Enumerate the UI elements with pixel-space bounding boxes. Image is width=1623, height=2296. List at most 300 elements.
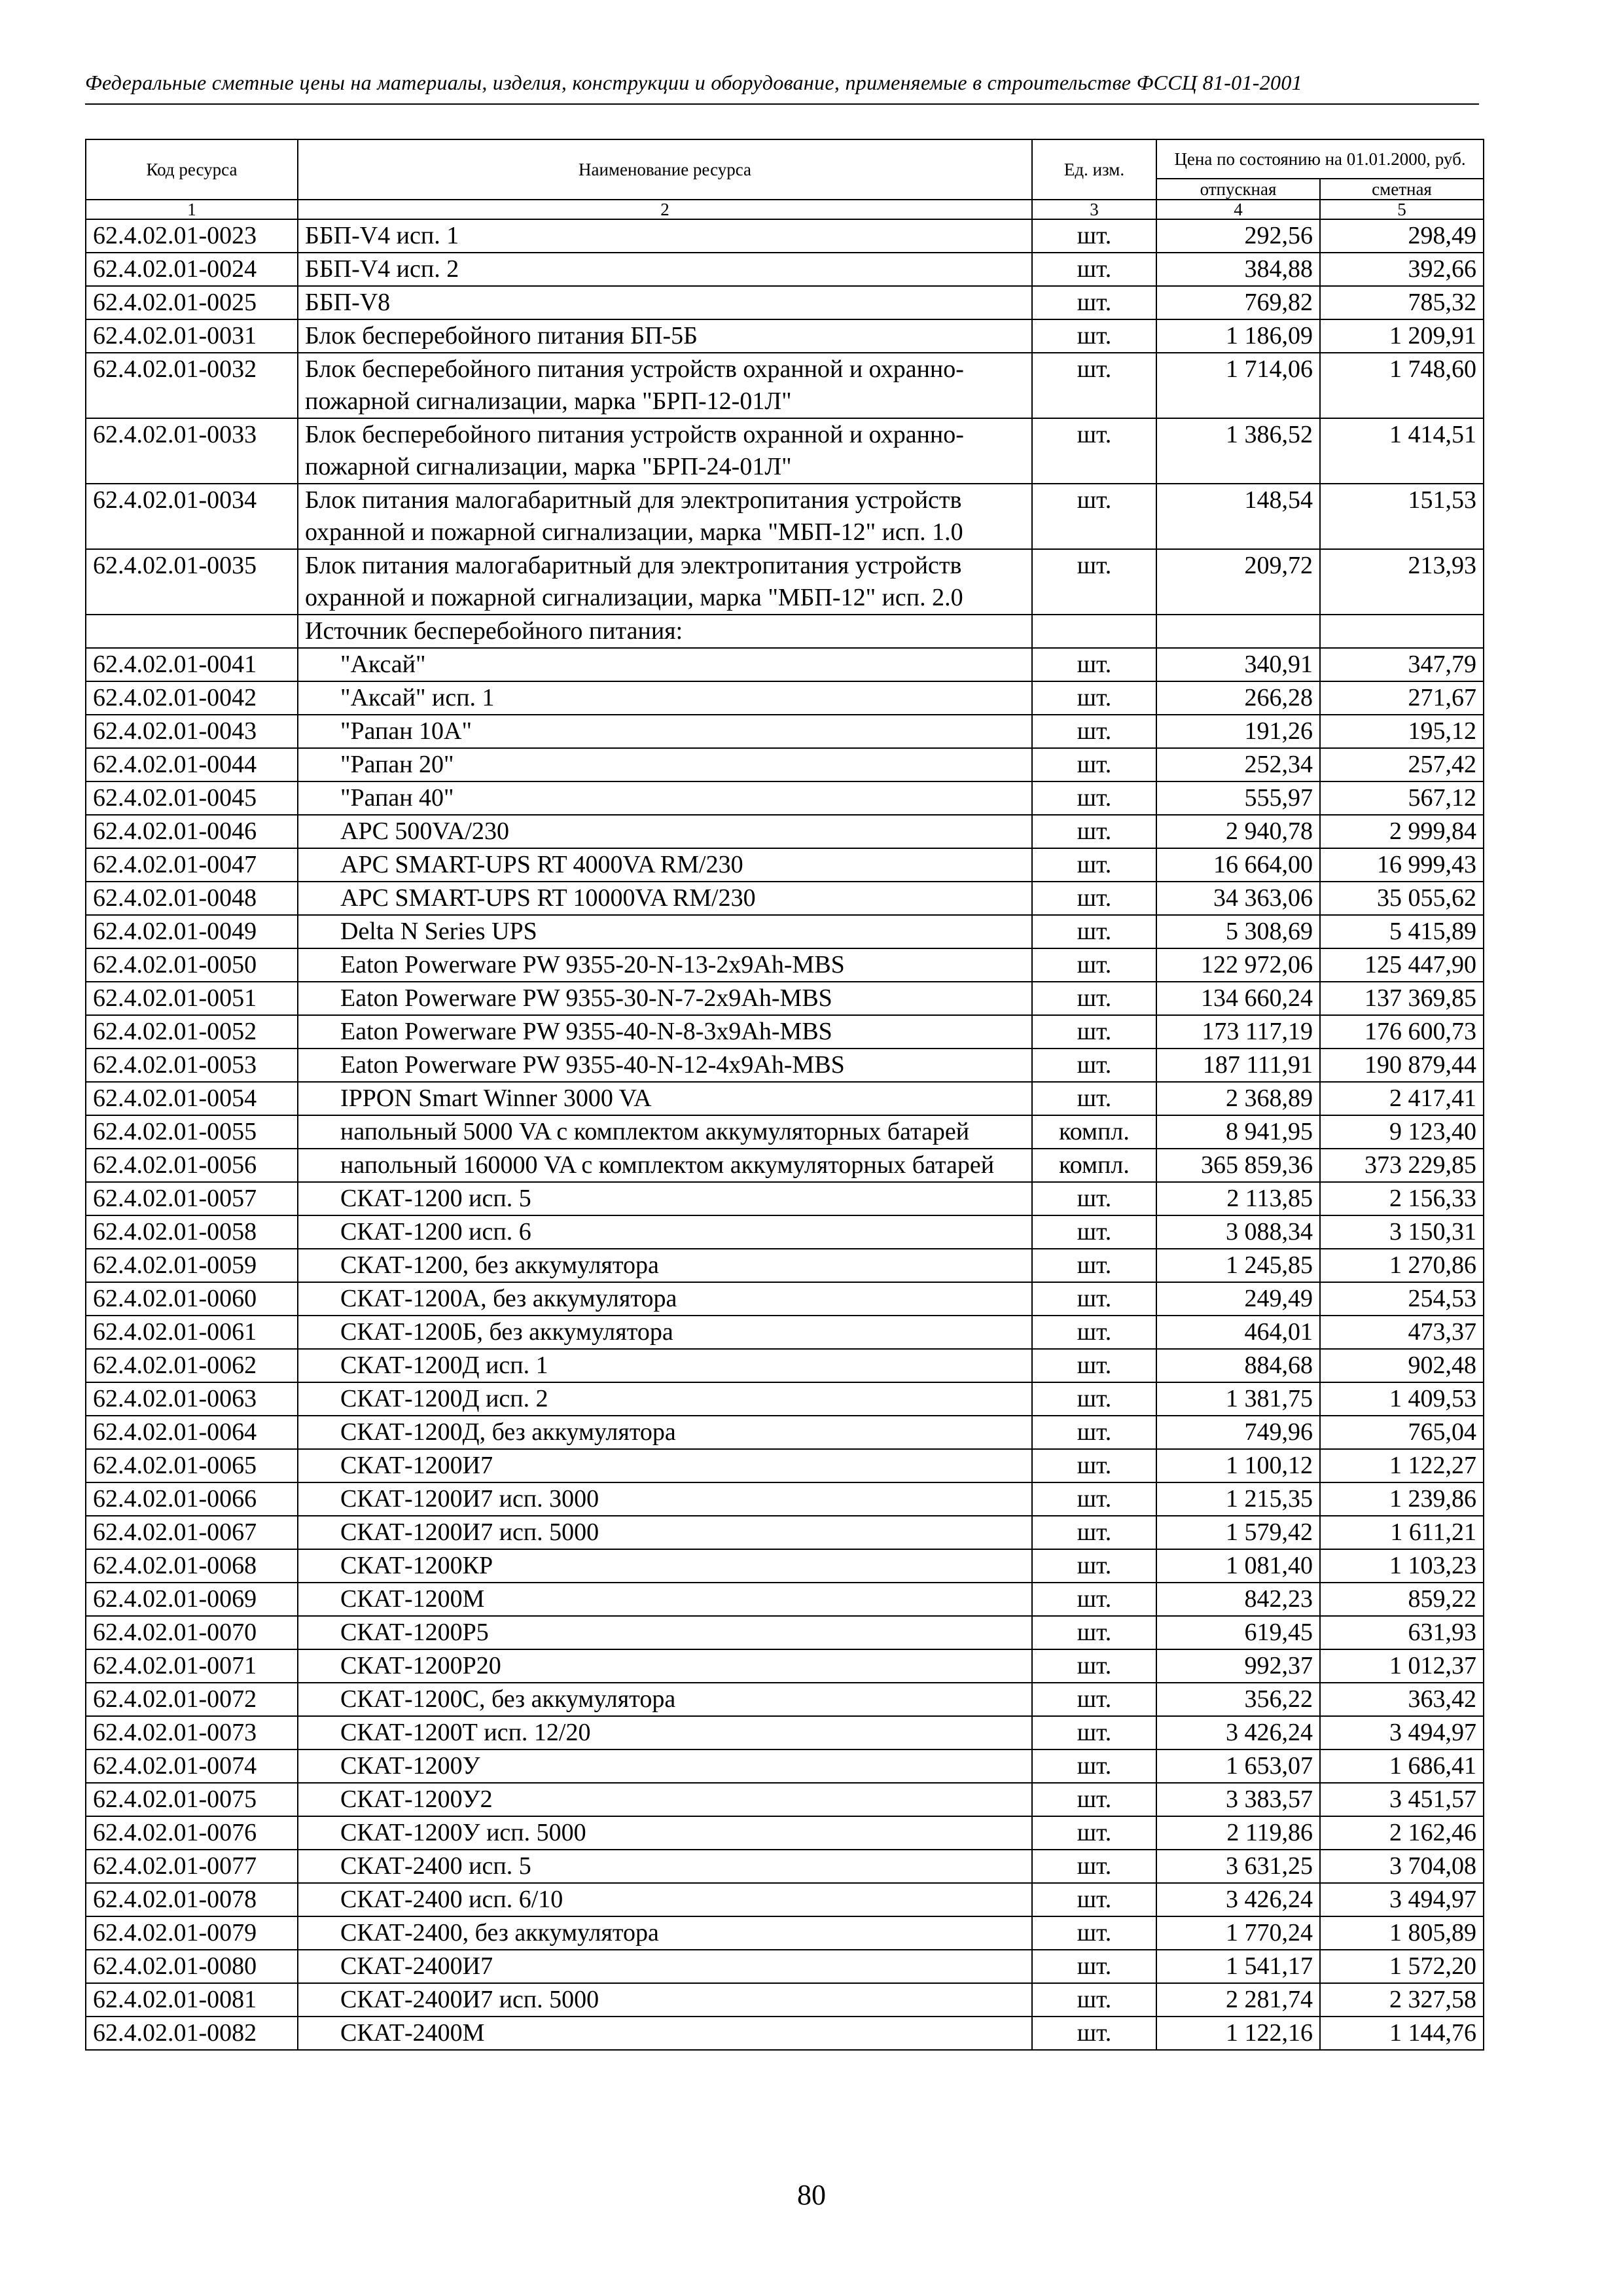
cell-unit: шт. xyxy=(1032,1349,1156,1382)
cell-unit: шт. xyxy=(1032,1449,1156,1482)
cell-code: 62.4.02.01-0049 xyxy=(86,915,298,948)
table-row xyxy=(86,549,1484,615)
cell-unit: шт. xyxy=(1032,1015,1156,1049)
cell-name xyxy=(298,1950,1032,1983)
cell-release-price: 1 579,42 xyxy=(1156,1516,1320,1549)
table-row xyxy=(86,253,1484,286)
table-row xyxy=(86,1616,1484,1649)
resource-name: Блок бесперебойного питания устройств охранной и охранно- пожарной сигнализации, марка "БРП-24-01Л" xyxy=(305,421,964,480)
table-row xyxy=(86,484,1484,549)
table-row xyxy=(86,1716,1484,1749)
cell-release-price: 769,82 xyxy=(1156,286,1320,319)
cell-unit: шт. xyxy=(1032,1583,1156,1616)
cell-release-price: 1 770,24 xyxy=(1156,1916,1320,1950)
cell-unit: шт. xyxy=(1032,948,1156,982)
resource-name: Блок питания малогабаритный для электропитания устройств охранной и пожарной сигнализации, марка "МБП-12" исп. 2.0 xyxy=(305,552,963,611)
cell-release-price: 191,26 xyxy=(1156,715,1320,748)
resource-name: Eaton Powerware PW 9355-40-N-8-3x9Ah-MBS xyxy=(340,1018,832,1045)
resource-name: Eaton Powerware PW 9355-40-N-12-4x9Ah-MBS xyxy=(340,1051,845,1079)
cell-unit: шт. xyxy=(1032,681,1156,715)
cell-name xyxy=(298,982,1032,1015)
table-row xyxy=(86,1215,1484,1249)
cell-code: 62.4.02.01-0058 xyxy=(86,1215,298,1249)
cell-unit: компл. xyxy=(1032,1149,1156,1182)
resource-name: СКАТ-2400И7 xyxy=(340,1952,493,1980)
cell-estimate-price: 1 572,20 xyxy=(1320,1950,1484,1983)
cell-estimate-price: 9 123,40 xyxy=(1320,1115,1484,1149)
table-row xyxy=(86,1316,1484,1349)
cell-estimate-price: 151,53 xyxy=(1320,484,1484,549)
page-header: Федеральные сметные цены на материалы, изделия, конструкции и оборудование, применяемые в строительстве ФССЦ 81-01-2001 xyxy=(85,71,1302,94)
cell-estimate-price: 3 494,97 xyxy=(1320,1716,1484,1749)
table-row xyxy=(86,648,1484,681)
table-row xyxy=(86,1549,1484,1583)
cell-release-price: 292,56 xyxy=(1156,219,1320,253)
table-row xyxy=(86,1382,1484,1416)
cell-name xyxy=(298,1749,1032,1783)
resource-name: APC SMART-UPS RT 10000VA RM/230 xyxy=(340,884,756,912)
table-row xyxy=(86,915,1484,948)
cell-estimate-price: 3 451,57 xyxy=(1320,1783,1484,1816)
cell-code: 62.4.02.01-0035 xyxy=(86,549,298,615)
resource-name: ББП-V8 xyxy=(305,289,391,316)
cell-unit: шт. xyxy=(1032,882,1156,915)
resource-name: СКАТ-1200Т исп. 12/20 xyxy=(340,1719,591,1746)
table-row xyxy=(86,286,1484,319)
cell-unit: шт. xyxy=(1032,748,1156,781)
resource-name: СКАТ-1200И7 исп. 5000 xyxy=(340,1518,599,1546)
resource-name: "Рапан 10А" xyxy=(340,717,473,745)
resource-name: СКАТ-1200Б, без аккумулятора xyxy=(340,1318,673,1346)
cell-unit: шт. xyxy=(1032,1850,1156,1883)
cell-release-price: 555,97 xyxy=(1156,781,1320,815)
table-row xyxy=(86,1683,1484,1716)
table-row xyxy=(86,219,1484,253)
cell-release-price: 209,72 xyxy=(1156,549,1320,615)
cell-code: 62.4.02.01-0034 xyxy=(86,484,298,549)
cell-release-price: 1 100,12 xyxy=(1156,1449,1320,1482)
cell-name xyxy=(298,1449,1032,1482)
cell-release-price: 1 653,07 xyxy=(1156,1749,1320,1783)
page-number: 80 xyxy=(797,2179,826,2211)
cell-name xyxy=(298,484,1032,549)
cell-code: 62.4.02.01-0053 xyxy=(86,1049,298,1082)
cell-name xyxy=(298,1683,1032,1716)
cell-estimate-price: 298,49 xyxy=(1320,219,1484,253)
resource-name: СКАТ-1200 исп. 6 xyxy=(340,1218,531,1246)
cell-release-price: 1 245,85 xyxy=(1156,1249,1320,1282)
cell-code: 62.4.02.01-0072 xyxy=(86,1683,298,1716)
cell-unit: шт. xyxy=(1032,2017,1156,2050)
cell-name xyxy=(298,253,1032,286)
cell-code: 62.4.02.01-0055 xyxy=(86,1115,298,1149)
cell-release-price: 266,28 xyxy=(1156,681,1320,715)
cell-estimate-price: 785,32 xyxy=(1320,286,1484,319)
cell-code: 62.4.02.01-0077 xyxy=(86,1850,298,1883)
table-row xyxy=(86,353,1484,418)
cell-name xyxy=(298,1850,1032,1883)
cell-release-price xyxy=(1156,615,1320,648)
column-number: 2 xyxy=(298,200,1032,219)
resource-name: СКАТ-1200Д исп. 2 xyxy=(340,1385,548,1412)
cell-name xyxy=(298,681,1032,715)
cell-unit: шт. xyxy=(1032,1482,1156,1516)
cell-unit: шт. xyxy=(1032,648,1156,681)
resource-name: СКАТ-1200У2 xyxy=(340,1785,493,1813)
resource-name: СКАТ-1200М xyxy=(340,1585,485,1613)
cell-unit: шт. xyxy=(1032,219,1156,253)
cell-release-price: 992,37 xyxy=(1156,1649,1320,1683)
table-row xyxy=(86,681,1484,715)
table-row xyxy=(86,1516,1484,1549)
table-row xyxy=(86,1349,1484,1382)
cell-release-price: 619,45 xyxy=(1156,1616,1320,1649)
cell-unit: шт. xyxy=(1032,253,1156,286)
cell-estimate-price: 3 494,97 xyxy=(1320,1883,1484,1916)
cell-unit xyxy=(1032,615,1156,648)
cell-name xyxy=(298,781,1032,815)
cell-release-price: 1 381,75 xyxy=(1156,1382,1320,1416)
cell-unit: шт. xyxy=(1032,286,1156,319)
cell-release-price: 5 308,69 xyxy=(1156,915,1320,948)
column-number: 3 xyxy=(1032,200,1156,219)
cell-code: 62.4.02.01-0025 xyxy=(86,286,298,319)
cell-unit: шт. xyxy=(1032,1983,1156,2017)
cell-unit: шт. xyxy=(1032,1649,1156,1683)
resource-name: СКАТ-1200И7 xyxy=(340,1452,493,1479)
cell-estimate-price: 1 239,86 xyxy=(1320,1482,1484,1516)
table-row xyxy=(86,1649,1484,1683)
cell-estimate-price: 137 369,85 xyxy=(1320,982,1484,1015)
cell-name xyxy=(298,715,1032,748)
cell-name xyxy=(298,1316,1032,1349)
cell-unit: шт. xyxy=(1032,1816,1156,1850)
cell-name xyxy=(298,2017,1032,2050)
cell-code: 62.4.02.01-0066 xyxy=(86,1482,298,1516)
cell-release-price: 365 859,36 xyxy=(1156,1149,1320,1182)
resource-name: APC 500VA/230 xyxy=(340,817,509,845)
resource-name: СКАТ-2400 исп. 6/10 xyxy=(340,1886,563,1913)
resource-name: СКАТ-1200И7 исп. 3000 xyxy=(340,1485,599,1513)
resource-name: ББП-V4 исп. 2 xyxy=(305,255,459,283)
table-row xyxy=(86,815,1484,848)
table-row xyxy=(86,1282,1484,1316)
cell-code: 62.4.02.01-0045 xyxy=(86,781,298,815)
resource-name: СКАТ-1200 исп. 5 xyxy=(340,1185,531,1212)
table-row xyxy=(86,1482,1484,1516)
resource-name: СКАТ-1200, без аккумулятора xyxy=(340,1251,659,1279)
resource-name: Eaton Powerware PW 9355-20-N-13-2x9Ah-MBS xyxy=(340,951,845,978)
column-header-code: Код ресурса xyxy=(86,139,298,200)
cell-estimate-price: 1 686,41 xyxy=(1320,1749,1484,1783)
cell-release-price: 187 111,91 xyxy=(1156,1049,1320,1082)
cell-code: 62.4.02.01-0024 xyxy=(86,253,298,286)
cell-name xyxy=(298,286,1032,319)
column-header-unit: Ед. изм. xyxy=(1032,139,1156,200)
cell-code: 62.4.02.01-0078 xyxy=(86,1883,298,1916)
cell-release-price: 1 122,16 xyxy=(1156,2017,1320,2050)
resource-name: СКАТ-2400 исп. 5 xyxy=(340,1852,531,1880)
cell-estimate-price: 363,42 xyxy=(1320,1683,1484,1716)
cell-estimate-price: 859,22 xyxy=(1320,1583,1484,1616)
cell-name xyxy=(298,882,1032,915)
cell-code: 62.4.02.01-0033 xyxy=(86,418,298,484)
column-header-price: Цена по состоянию на 01.01.2000, руб. xyxy=(1156,139,1484,179)
resource-name: СКАТ-1200Д исп. 1 xyxy=(340,1352,548,1379)
cell-estimate-price: 2 327,58 xyxy=(1320,1983,1484,2017)
cell-name xyxy=(298,1382,1032,1416)
cell-release-price: 1 186,09 xyxy=(1156,319,1320,353)
cell-estimate-price: 1 748,60 xyxy=(1320,353,1484,418)
table-row xyxy=(86,1983,1484,2017)
cell-estimate-price: 195,12 xyxy=(1320,715,1484,748)
cell-code: 62.4.02.01-0075 xyxy=(86,1783,298,1816)
cell-release-price: 356,22 xyxy=(1156,1683,1320,1716)
cell-estimate-price: 1 805,89 xyxy=(1320,1916,1484,1950)
cell-code: 62.4.02.01-0063 xyxy=(86,1382,298,1416)
cell-code: 62.4.02.01-0067 xyxy=(86,1516,298,1549)
cell-estimate-price: 1 209,91 xyxy=(1320,319,1484,353)
cell-code: 62.4.02.01-0081 xyxy=(86,1983,298,2017)
cell-estimate-price: 1 144,76 xyxy=(1320,2017,1484,2050)
cell-release-price: 884,68 xyxy=(1156,1349,1320,1382)
cell-release-price: 464,01 xyxy=(1156,1316,1320,1349)
cell-release-price: 1 215,35 xyxy=(1156,1482,1320,1516)
cell-estimate-price: 1 270,86 xyxy=(1320,1249,1484,1282)
cell-release-price: 3 426,24 xyxy=(1156,1716,1320,1749)
cell-code: 62.4.02.01-0041 xyxy=(86,648,298,681)
resource-name: напольный 160000 VA с комплектом аккумуляторных батарей xyxy=(340,1151,995,1179)
cell-unit: шт. xyxy=(1032,1549,1156,1583)
cell-unit: шт. xyxy=(1032,1049,1156,1082)
cell-estimate-price: 16 999,43 xyxy=(1320,848,1484,882)
cell-release-price: 2 281,74 xyxy=(1156,1983,1320,2017)
cell-estimate-price: 254,53 xyxy=(1320,1282,1484,1316)
cell-name xyxy=(298,1249,1032,1282)
cell-name xyxy=(298,1115,1032,1149)
table-row xyxy=(86,1182,1484,1215)
cell-code: 62.4.02.01-0074 xyxy=(86,1749,298,1783)
table-row xyxy=(86,1883,1484,1916)
cell-name xyxy=(298,815,1032,848)
cell-name xyxy=(298,1983,1032,2017)
cell-code: 62.4.02.01-0031 xyxy=(86,319,298,353)
cell-unit: шт. xyxy=(1032,815,1156,848)
cell-estimate-price: 373 229,85 xyxy=(1320,1149,1484,1182)
cell-name xyxy=(298,1215,1032,1249)
cell-release-price: 2 119,86 xyxy=(1156,1816,1320,1850)
column-header-release: отпускная xyxy=(1156,179,1320,200)
cell-name xyxy=(298,1416,1032,1449)
resource-name: "Рапан 40" xyxy=(340,784,454,812)
cell-name xyxy=(298,418,1032,484)
table-row xyxy=(86,1916,1484,1950)
cell-code: 62.4.02.01-0047 xyxy=(86,848,298,882)
resource-name: ББП-V4 исп. 1 xyxy=(305,222,459,249)
cell-unit: шт. xyxy=(1032,319,1156,353)
section-row xyxy=(86,615,1484,648)
resource-name: "Аксай" xyxy=(340,651,426,678)
cell-estimate-price: 1 414,51 xyxy=(1320,418,1484,484)
cell-estimate-price: 1 122,27 xyxy=(1320,1449,1484,1482)
cell-release-price: 148,54 xyxy=(1156,484,1320,549)
cell-release-price: 122 972,06 xyxy=(1156,948,1320,982)
resource-name: "Рапан 20" xyxy=(340,751,454,778)
cell-code: 62.4.02.01-0071 xyxy=(86,1649,298,1683)
cell-unit: шт. xyxy=(1032,848,1156,882)
table-row xyxy=(86,882,1484,915)
cell-code: 62.4.02.01-0057 xyxy=(86,1182,298,1215)
cell-unit: шт. xyxy=(1032,781,1156,815)
cell-unit: шт. xyxy=(1032,1249,1156,1282)
cell-name xyxy=(298,1049,1032,1082)
resource-name: Eaton Powerware PW 9355-30-N-7-2x9Ah-MBS xyxy=(340,984,832,1012)
cell-code: 62.4.02.01-0056 xyxy=(86,1149,298,1182)
cell-release-price: 134 660,24 xyxy=(1156,982,1320,1015)
cell-estimate-price: 567,12 xyxy=(1320,781,1484,815)
table-row xyxy=(86,1049,1484,1082)
cell-unit: шт. xyxy=(1032,1716,1156,1749)
cell-release-price: 249,49 xyxy=(1156,1282,1320,1316)
table-row xyxy=(86,1850,1484,1883)
cell-estimate-price xyxy=(1320,615,1484,648)
cell-unit: шт. xyxy=(1032,1883,1156,1916)
cell-unit: шт. xyxy=(1032,1683,1156,1716)
cell-name xyxy=(298,1349,1032,1382)
cell-estimate-price: 1 012,37 xyxy=(1320,1649,1484,1683)
resource-name: СКАТ-2400, без аккумулятора xyxy=(340,1919,659,1946)
cell-name xyxy=(298,1916,1032,1950)
cell-code: 62.4.02.01-0080 xyxy=(86,1950,298,1983)
cell-name xyxy=(298,848,1032,882)
cell-estimate-price: 5 415,89 xyxy=(1320,915,1484,948)
cell-name xyxy=(298,1516,1032,1549)
cell-estimate-price: 190 879,44 xyxy=(1320,1049,1484,1082)
cell-code: 62.4.02.01-0073 xyxy=(86,1716,298,1749)
cell-release-price: 16 664,00 xyxy=(1156,848,1320,882)
cell-release-price: 2 940,78 xyxy=(1156,815,1320,848)
cell-code: 62.4.02.01-0048 xyxy=(86,882,298,915)
cell-name xyxy=(298,948,1032,982)
cell-code: 62.4.02.01-0062 xyxy=(86,1349,298,1382)
cell-code: 62.4.02.01-0023 xyxy=(86,219,298,253)
cell-name xyxy=(298,219,1032,253)
resource-name: СКАТ-1200С, без аккумулятора xyxy=(340,1685,676,1713)
table-row xyxy=(86,1015,1484,1049)
cell-unit: шт. xyxy=(1032,1215,1156,1249)
cell-unit: шт. xyxy=(1032,1382,1156,1416)
cell-unit: шт. xyxy=(1032,1916,1156,1950)
column-header-estimate: сметная xyxy=(1320,179,1484,200)
cell-code: 62.4.02.01-0054 xyxy=(86,1082,298,1115)
cell-code: 62.4.02.01-0079 xyxy=(86,1916,298,1950)
cell-unit: шт. xyxy=(1032,1416,1156,1449)
cell-release-price: 2 368,89 xyxy=(1156,1082,1320,1115)
cell-unit: шт. xyxy=(1032,1316,1156,1349)
resource-name: СКАТ-2400М xyxy=(340,2019,485,2047)
cell-code: 62.4.02.01-0042 xyxy=(86,681,298,715)
cell-code xyxy=(86,615,298,648)
cell-estimate-price: 125 447,90 xyxy=(1320,948,1484,982)
cell-release-price: 3 426,24 xyxy=(1156,1883,1320,1916)
cell-name xyxy=(298,1482,1032,1516)
table-row xyxy=(86,1783,1484,1816)
cell-release-price: 1 386,52 xyxy=(1156,418,1320,484)
cell-code: 62.4.02.01-0060 xyxy=(86,1282,298,1316)
cell-unit: шт. xyxy=(1032,549,1156,615)
cell-unit: шт. xyxy=(1032,715,1156,748)
cell-release-price: 3 088,34 xyxy=(1156,1215,1320,1249)
cell-name xyxy=(298,648,1032,681)
cell-code: 62.4.02.01-0070 xyxy=(86,1616,298,1649)
table-header xyxy=(86,139,1484,219)
cell-name xyxy=(298,915,1032,948)
table-row xyxy=(86,781,1484,815)
cell-release-price: 1 714,06 xyxy=(1156,353,1320,418)
cell-estimate-price: 1 409,53 xyxy=(1320,1382,1484,1416)
section-title xyxy=(298,615,1032,648)
cell-release-price: 2 113,85 xyxy=(1156,1182,1320,1215)
cell-code: 62.4.02.01-0082 xyxy=(86,2017,298,2050)
cell-name xyxy=(298,1616,1032,1649)
cell-estimate-price: 392,66 xyxy=(1320,253,1484,286)
resource-name: СКАТ-1200А, без аккумулятора xyxy=(340,1285,677,1312)
cell-estimate-price: 2 999,84 xyxy=(1320,815,1484,848)
cell-release-price: 252,34 xyxy=(1156,748,1320,781)
cell-name xyxy=(298,549,1032,615)
table-row xyxy=(86,1115,1484,1149)
cell-code: 62.4.02.01-0051 xyxy=(86,982,298,1015)
resource-name: Блок бесперебойного питания устройств охранной и охранно- пожарной сигнализации, марка "БРП-12-01Л" xyxy=(305,355,964,415)
resource-name: СКАТ-1200Р5 xyxy=(340,1619,489,1646)
cell-name xyxy=(298,319,1032,353)
table-row xyxy=(86,715,1484,748)
cell-release-price: 8 941,95 xyxy=(1156,1115,1320,1149)
cell-estimate-price: 2 156,33 xyxy=(1320,1182,1484,1215)
cell-code: 62.4.02.01-0061 xyxy=(86,1316,298,1349)
table-row xyxy=(86,982,1484,1015)
cell-estimate-price: 176 600,73 xyxy=(1320,1015,1484,1049)
cell-unit: шт. xyxy=(1032,418,1156,484)
column-number: 5 xyxy=(1320,200,1484,219)
cell-name xyxy=(298,1783,1032,1816)
cell-estimate-price: 347,79 xyxy=(1320,648,1484,681)
cell-unit: шт. xyxy=(1032,1749,1156,1783)
cell-release-price: 3 383,57 xyxy=(1156,1783,1320,1816)
resource-name: Блок питания малогабаритный для электропитания устройств охранной и пожарной сигнализации, марка "МБП-12" исп. 1.0 xyxy=(305,486,963,546)
resource-name: СКАТ-1200Д, без аккумулятора xyxy=(340,1418,676,1446)
cell-estimate-price: 765,04 xyxy=(1320,1416,1484,1449)
cell-code: 62.4.02.01-0044 xyxy=(86,748,298,781)
cell-name xyxy=(298,353,1032,418)
cell-release-price: 34 363,06 xyxy=(1156,882,1320,915)
cell-name xyxy=(298,1883,1032,1916)
table-row xyxy=(86,948,1484,982)
cell-name xyxy=(298,1583,1032,1616)
cell-estimate-price: 631,93 xyxy=(1320,1616,1484,1649)
cell-code: 62.4.02.01-0068 xyxy=(86,1549,298,1583)
cell-estimate-price: 902,48 xyxy=(1320,1349,1484,1382)
cell-code: 62.4.02.01-0069 xyxy=(86,1583,298,1616)
cell-estimate-price: 257,42 xyxy=(1320,748,1484,781)
cell-name xyxy=(298,1182,1032,1215)
cell-estimate-price: 3 150,31 xyxy=(1320,1215,1484,1249)
table-row xyxy=(86,319,1484,353)
resource-name: СКАТ-1200У исп. 5000 xyxy=(340,1819,586,1846)
cell-unit: компл. xyxy=(1032,1115,1156,1149)
resource-name: Блок бесперебойного питания БП-5Б xyxy=(305,322,698,350)
cell-release-price: 173 117,19 xyxy=(1156,1015,1320,1049)
